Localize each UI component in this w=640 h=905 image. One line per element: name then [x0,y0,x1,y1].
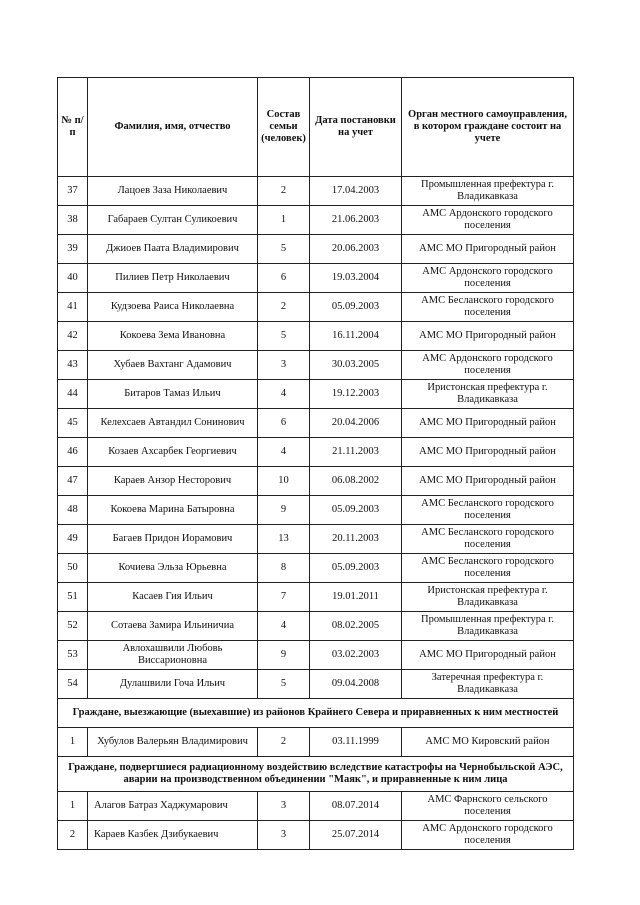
cell-date: 19.03.2004 [310,264,402,293]
cell-num: 50 [58,554,88,583]
cell-name: Хубаев Вахтанг Адамович [88,351,258,380]
cell-organ: АМС Бесланского городского поселения [402,496,574,525]
table-row [58,380,574,409]
header-name: Фамилия, имя, отчество [88,78,258,177]
cell-num: 38 [58,206,88,235]
cell-date: 05.09.2003 [310,496,402,525]
cell-date: 20.06.2003 [310,235,402,264]
header-num: № п/п [58,78,88,177]
cell-name: Багаев Придон Иорамович [88,525,258,554]
cell-organ: АМС МО Пригородный район [402,641,574,670]
cell-name: Хубулов Валерьян Владимирович [88,728,258,757]
cell-family: 3 [258,351,310,380]
cell-num: 40 [58,264,88,293]
cell-num: 52 [58,612,88,641]
cell-date: 06.08.2002 [310,467,402,496]
cell-name: Касаев Гия Ильич [88,583,258,612]
section-title-chernobyl: Граждане, подвергшиеся радиационному воздействию вследствие катастрофы на Чернобыльской АЭС, аварии на производственном объединении "Маяк", и приравненные к ним лица [58,757,574,792]
cell-name: Сотаева Замира Ильиничиа [88,612,258,641]
cell-family: 3 [258,792,310,821]
cell-num: 2 [58,821,88,850]
cell-date: 05.09.2003 [310,293,402,322]
cell-family: 1 [258,206,310,235]
cell-name: Келехсаев Автандил Сонинович [88,409,258,438]
cell-organ: АМС МО Пригородный район [402,467,574,496]
cell-num: 48 [58,496,88,525]
cell-num: 43 [58,351,88,380]
cell-organ: АМС МО Пригородный район [402,438,574,467]
cell-organ: АМС МО Кировский район [402,728,574,757]
cell-organ: АМС Бесланского городского поселения [402,525,574,554]
cell-organ: АМС Ардонского городского поселения [402,351,574,380]
cell-date: 08.07.2014 [310,792,402,821]
cell-family: 5 [258,670,310,699]
cell-organ: АМС Ардонского городского поселения [402,206,574,235]
cell-family: 4 [258,380,310,409]
table-row [58,525,574,554]
section-row-chernobyl [58,757,574,792]
cell-num: 54 [58,670,88,699]
cell-organ: АМС Ардонского городского поселения [402,264,574,293]
table-row [58,409,574,438]
cell-num: 53 [58,641,88,670]
cell-num: 45 [58,409,88,438]
table-row [58,235,574,264]
cell-family: 2 [258,728,310,757]
cell-name: Козаев Ахсарбек Георгиевич [88,438,258,467]
table-row [58,792,574,821]
cell-date: 08.02.2005 [310,612,402,641]
cell-family: 9 [258,496,310,525]
cell-family: 7 [258,583,310,612]
cell-num: 47 [58,467,88,496]
cell-date: 20.11.2003 [310,525,402,554]
table-row [58,583,574,612]
header-organ: Орган местного самоуправления, в котором граждане состоит на учете [402,78,574,177]
table-row [58,612,574,641]
table-row [58,438,574,467]
table-row [58,641,574,670]
cell-num: 1 [58,792,88,821]
cell-organ: АМС МО Пригородный район [402,409,574,438]
cell-name: Караев Казбек Дзибукаевич [88,821,258,850]
cell-date: 19.12.2003 [310,380,402,409]
cell-name: Джиоев Паата Владимирович [88,235,258,264]
cell-name: Битаров Тамаз Ильич [88,380,258,409]
cell-organ: АМС Ардонского городского поселения [402,821,574,850]
north-rows [58,728,574,757]
cell-organ: Иристонская префектура г. Владикавказа [402,583,574,612]
cell-name: Караев Анзор Несторович [88,467,258,496]
table-header-row [58,78,574,177]
header-family: Состав семьи (человек) [258,78,310,177]
cell-num: 39 [58,235,88,264]
cell-organ: Промышленная префектура г. Владикавказа [402,177,574,206]
cell-name: Кокоева Зема Ивановна [88,322,258,351]
table-row [58,467,574,496]
cell-date: 03.02.2003 [310,641,402,670]
cell-date: 03.11.1999 [310,728,402,757]
table-row [58,206,574,235]
cell-name: Пилиев Петр Николаевич [88,264,258,293]
cell-date: 05.09.2003 [310,554,402,583]
table-row [58,554,574,583]
cell-organ: АМС Фарнского сельского поселения [402,792,574,821]
cell-name: Дулашвили Гоча Ильич [88,670,258,699]
cell-family: 3 [258,821,310,850]
table-row [58,821,574,850]
cell-name: Кочиева Эльза Юрьевна [88,554,258,583]
cell-organ: АМС МО Пригородный район [402,322,574,351]
cell-num: 42 [58,322,88,351]
chernobyl-rows [58,792,574,850]
cell-num: 51 [58,583,88,612]
cell-date: 17.04.2003 [310,177,402,206]
cell-name: Габараев Султан Суликоевич [88,206,258,235]
cell-organ: АМС Бесланского городского поселения [402,293,574,322]
cell-organ: АМС Бесланского городского поселения [402,554,574,583]
table-row [58,670,574,699]
cell-organ: Затеречная префектура г. Владикавказа [402,670,574,699]
cell-date: 30.03.2005 [310,351,402,380]
table-row [58,177,574,206]
cell-family: 13 [258,525,310,554]
table-row [58,496,574,525]
registry-table [57,77,574,850]
cell-num: 37 [58,177,88,206]
table-row [58,264,574,293]
section-row-north [58,699,574,728]
main-rows [58,177,574,699]
section-title-north: Граждане, выезжающие (выехавшие) из районов Крайнего Севера и приравненных к ним местностей [58,699,574,728]
chernobyl-section [58,757,574,792]
cell-organ: Иристонская префектура г. Владикавказа [402,380,574,409]
table-row [58,293,574,322]
cell-organ: АМС МО Пригородный район [402,235,574,264]
table-row [58,322,574,351]
cell-date: 25.07.2014 [310,821,402,850]
cell-name: Кокоева Марина Батыровна [88,496,258,525]
cell-family: 9 [258,641,310,670]
cell-organ: Промышленная префектура г. Владикавказа [402,612,574,641]
cell-family: 4 [258,438,310,467]
cell-family: 5 [258,235,310,264]
cell-family: 2 [258,293,310,322]
cell-name: Лацоев Заза Николаевич [88,177,258,206]
cell-family: 4 [258,612,310,641]
cell-family: 6 [258,264,310,293]
cell-family: 5 [258,322,310,351]
cell-num: 44 [58,380,88,409]
cell-date: 16.11.2004 [310,322,402,351]
table-row [58,351,574,380]
cell-name: Авлохашвили Любовь Виссарионовна [88,641,258,670]
cell-date: 19.01.2011 [310,583,402,612]
cell-num: 46 [58,438,88,467]
cell-name: Алагов Батраз Хаджумарович [88,792,258,821]
cell-family: 2 [258,177,310,206]
cell-date: 20.04.2006 [310,409,402,438]
cell-num: 41 [58,293,88,322]
cell-date: 21.06.2003 [310,206,402,235]
cell-date: 09.04.2008 [310,670,402,699]
cell-num: 49 [58,525,88,554]
cell-family: 6 [258,409,310,438]
north-section [58,699,574,728]
cell-date: 21.11.2003 [310,438,402,467]
table-row [58,728,574,757]
header-date: Дата постановки на учет [310,78,402,177]
cell-family: 8 [258,554,310,583]
cell-num: 1 [58,728,88,757]
cell-family: 10 [258,467,310,496]
cell-name: Кудзоева Раиса Николаевна [88,293,258,322]
